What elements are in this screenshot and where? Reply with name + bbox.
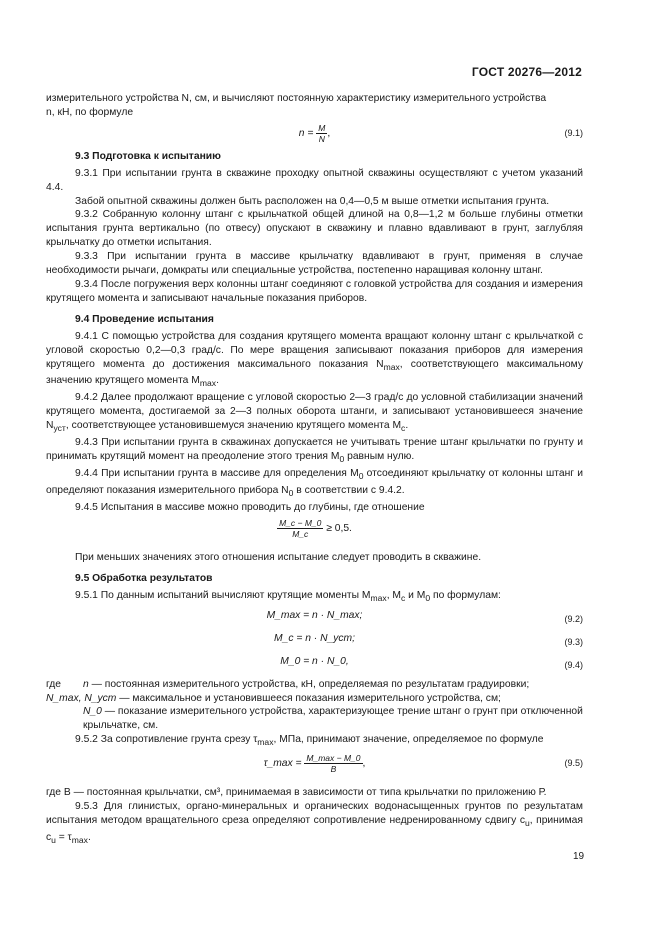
paragraph: При меньших значениях этого отношения испытание следует проводить в скважине.: [75, 551, 482, 563]
paragraph: 9.3.1 При испытании грунта в скважине проходку опытной скважины осуществляют с учетом указаний 4.4.: [46, 167, 583, 193]
paragraph: 9.4.3 При испытании грунта в скважинах допускается не учитывать трение штанг крыльчатки по грунту и принимать крутящий момент на преодоление этого трения $M_0$ равным нулю.: [46, 437, 583, 465]
section-heading: 9.4 Проведение испытания: [75, 313, 214, 325]
equation-9-2: M_max = n · N_max; (9.2): [266, 609, 583, 624]
definition-row: N_max, N_уст — максимальное и установившееся показания измерительного устройства, см;: [46, 692, 501, 704]
paragraph: 9.4.4 При испытании грунта в массиве для определения $M_0$ отсоединяют крыльчатку от колонны штанг и определяют показания измерительного прибора $N_0$ в соответствии с 9.4.2.: [46, 468, 583, 499]
paragraph: Забой опытной скважины должен быть расположен на 0,4—0,5 м выше отметки испытания грунта.: [75, 195, 550, 207]
paragraph: 9.3.2 Собранную колонну штанг с крыльчаткой общей длиной на 0,8—1,2 м больше глубины отметки испытания грунта вертикально (по отвесу) опускают в скважину и плавно вдавливают в грунт, заглубляя крыльчатку до отметки испытания.: [46, 209, 583, 249]
equation-9-3: M_c = n · N_уст; (9.3): [274, 632, 583, 647]
paragraph: измерительного устройства N, см, и вычисляют постоянную характеристику измерительного устройства n, кН, по формуле: [46, 93, 547, 118]
paragraph: где B — постоянная крыльчатки, см³, принимаемая в зависимости от типа крыльчатки по приложению Р.: [46, 787, 547, 799]
document-body: [46, 92, 583, 848]
section-heading: 9.3 Подготовка к испытанию: [75, 150, 221, 162]
equation-9-1: n = $\frac{M}{N}$ , (9.1): [298, 122, 583, 144]
definition-row: где n — постоянная измерительного устройства, кН, определяемая по результатам градуировки;: [46, 678, 530, 690]
document-header: ГОСТ 20276—2012: [471, 65, 582, 79]
paragraph: 9.4.1 С помощью устройства для создания крутящего момента вращают колонну штанг с крыльчаткой с угловой скоростью 0,2—0,3 град/с. По мере вращения записывают показания приборов для измерения крутящего момента до достижения максимального показания $N_{max}$, соответствующего максимальному значению крутящего момента $M_{max}$.: [46, 330, 583, 389]
paragraph: 9.5.3 Для глинистых, органо-минеральных и органических водонасыщенных грунтов по результатам испытания методом вращательного среза определяют сопротивление недренированному сдвигу $c_u$, принимая $c_u = \tau_{max}$.: [46, 801, 583, 845]
paragraph: 9.3.3 При испытании грунта в массиве крыльчатку вдавливают в грунт, применяя в случае необходимости рычаги, домкраты или специальные устройства, постепенно наращивая колонну штанг.: [46, 251, 583, 277]
paragraph: 9.4.5 Испытания в массиве можно проводить до глубины, где отношение: [75, 501, 425, 513]
paragraph: 9.4.2 Далее продолжают вращение с угловой скоростью 2—3 град/с до условной стабилизации значений крутящего момента, достигаемой за 2—3 полных оборота штанги, и записывают установившееся значение $N_{уст}$, соответствующее установившемуся значению крутящего момента $M_с$.: [46, 392, 583, 434]
definition-row: N_0 — показание измерительного устройства, характеризующее трение штанг о грунт при отключенной крыльчатке, см.: [83, 706, 583, 732]
equation-ratio: $\frac{M\_c - M\_0}{M\_c}$ ≥ 0,5.: [279, 517, 352, 539]
paragraph: 9.5.1 По данным испытаний вычисляют крутящие моменты $M_{max}$, $M_c$ и $M_0$ по формулам:: [75, 589, 501, 603]
equation-9-5: τ_max = $\frac{M\_\max - M\_0}{B}$ , (9.5): [263, 753, 583, 775]
section-heading: 9.5 Обработка результатов: [75, 572, 213, 584]
paragraph: 9.5.2 За сопротивление грунта срезу $\tau_{max}$, МПа, принимают значение, определяемое по формуле: [75, 734, 544, 748]
paragraph: 9.3.4 После погружения верх колонны штанг соединяют с головкой устройства для создания и измерения крутящего момента и записывают начальные показания приборов.: [46, 278, 583, 304]
page-number: 19: [573, 851, 585, 862]
equation-9-4: M_0 = n · N_0, (9.4): [280, 655, 583, 670]
